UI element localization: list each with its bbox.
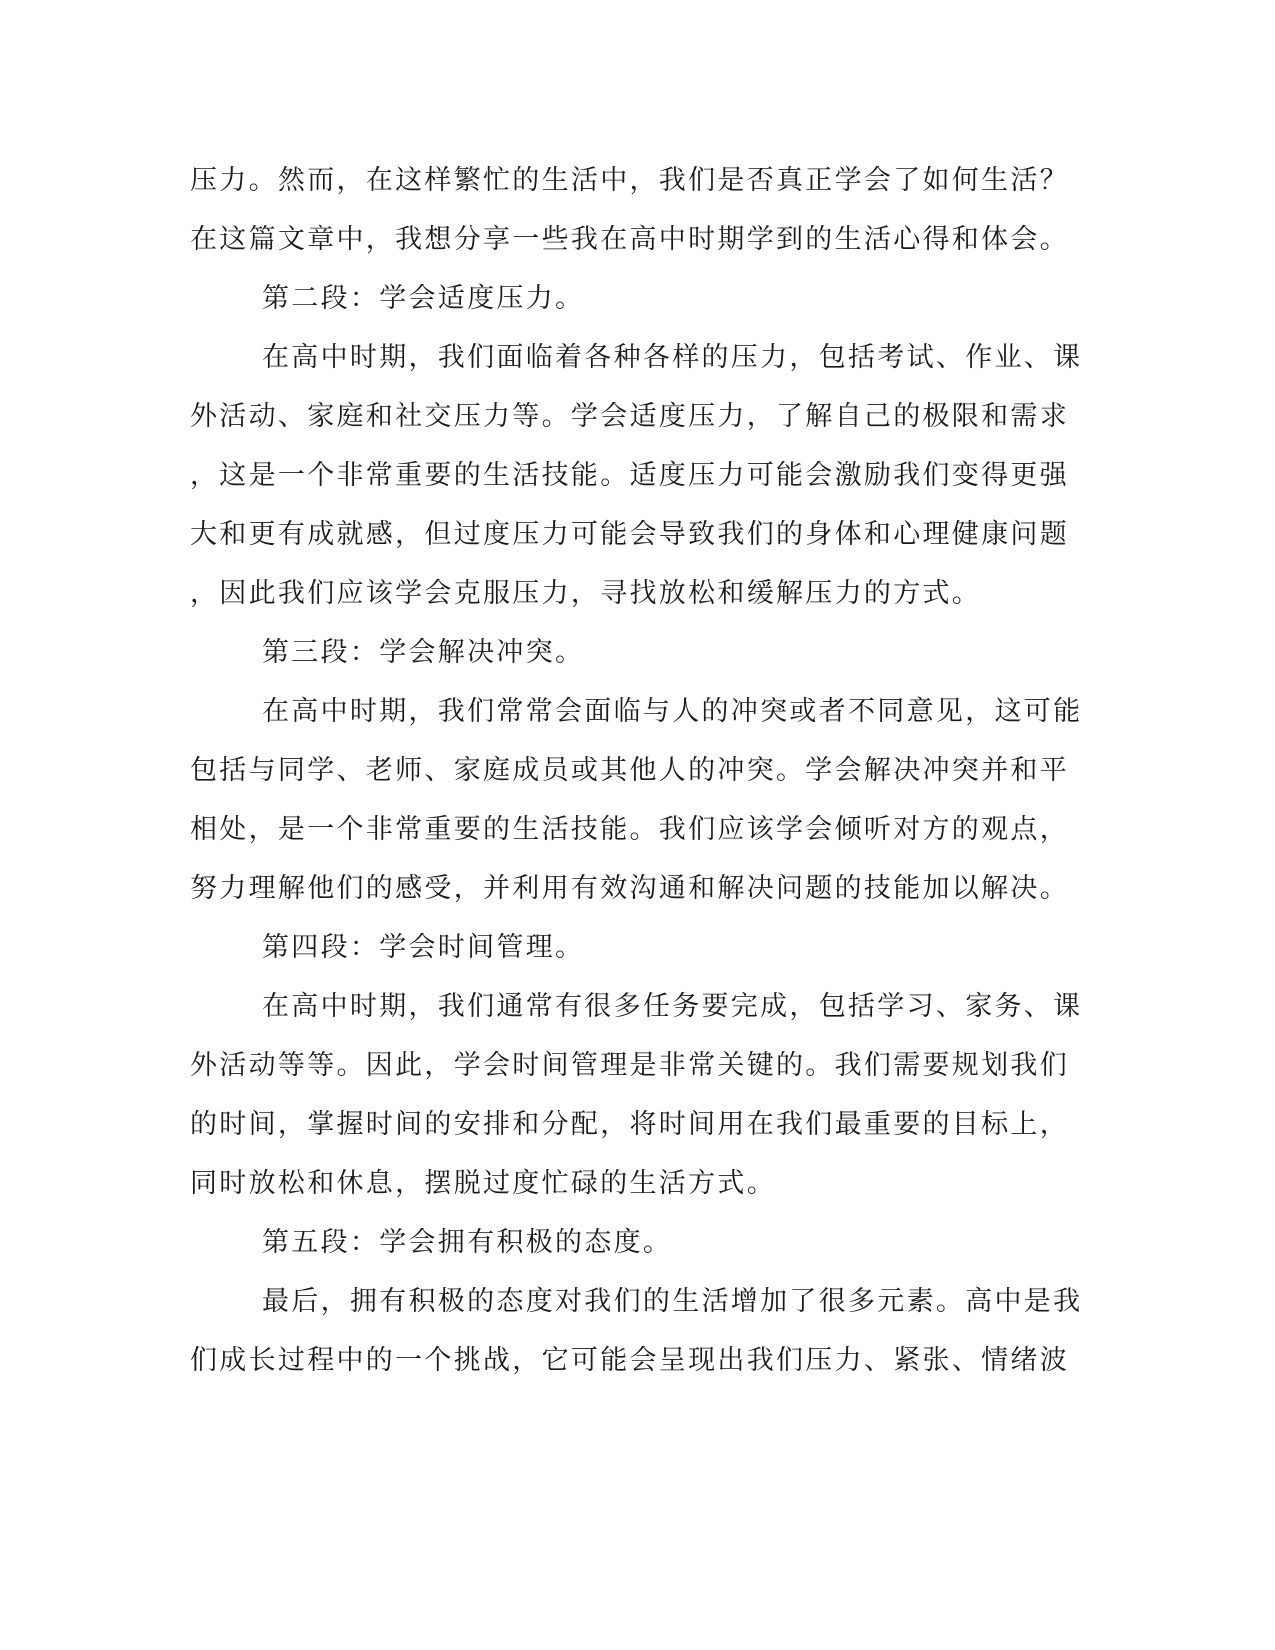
text-line: 在高中时期，我们面临着各种各样的压力，包括考试、作业、课 <box>262 342 1083 373</box>
text-line: 最后，拥有积极的态度对我们的生活增加了很多元素。高中是我 <box>262 1286 1083 1317</box>
section-heading: 第五段：学会拥有积极的态度。 <box>262 1227 673 1258</box>
text-line: 在高中时期，我们通常有很多任务要完成，包括学习、家务、课 <box>262 991 1083 1022</box>
section-heading: 第三段：学会解决冲突。 <box>262 637 585 668</box>
text-line: 在高中时期，我们常常会面临与人的冲突或者不同意见，这可能 <box>262 696 1083 727</box>
text-line: ，这是一个非常重要的生活技能。适度压力可能会激励我们变得更强 <box>190 460 1069 491</box>
text-line: 的时间，掌握时间的安排和分配，将时间用在我们最重要的目标上， <box>190 1109 1069 1140</box>
text-line: 外活动、家庭和社交压力等。学会适度压力，了解自己的极限和需求 <box>190 401 1069 432</box>
text-line: 努力理解他们的感受，并利用有效沟通和解决问题的技能加以解决。 <box>190 873 1069 904</box>
text-line: 们成长过程中的一个挑战，它可能会呈现出我们压力、紧张、情绪波 <box>190 1345 1069 1376</box>
section-heading: 第二段：学会适度压力。 <box>262 283 585 314</box>
text-line: 外活动等等。因此，学会时间管理是非常关键的。我们需要规划我们 <box>190 1050 1069 1081</box>
text-line: 压力。然而，在这样繁忙的生活中，我们是否真正学会了如何生活？ <box>190 165 1069 196</box>
text-line: 大和更有成就感，但过度压力可能会导致我们的身体和心理健康问题 <box>190 519 1069 550</box>
text-line: 相处，是一个非常重要的生活技能。我们应该学会倾听对方的观点， <box>190 814 1069 845</box>
text-line: 在这篇文章中，我想分享一些我在高中时期学到的生活心得和体会。 <box>190 224 1069 255</box>
text-line: 同时放松和休息，摆脱过度忙碌的生活方式。 <box>190 1168 776 1199</box>
text-line: 包括与同学、老师、家庭成员或其他人的冲突。学会解决冲突并和平 <box>190 755 1069 786</box>
text-line: ，因此我们应该学会克服压力，寻找放松和缓解压力的方式。 <box>190 578 982 609</box>
section-heading: 第四段：学会时间管理。 <box>262 932 585 963</box>
